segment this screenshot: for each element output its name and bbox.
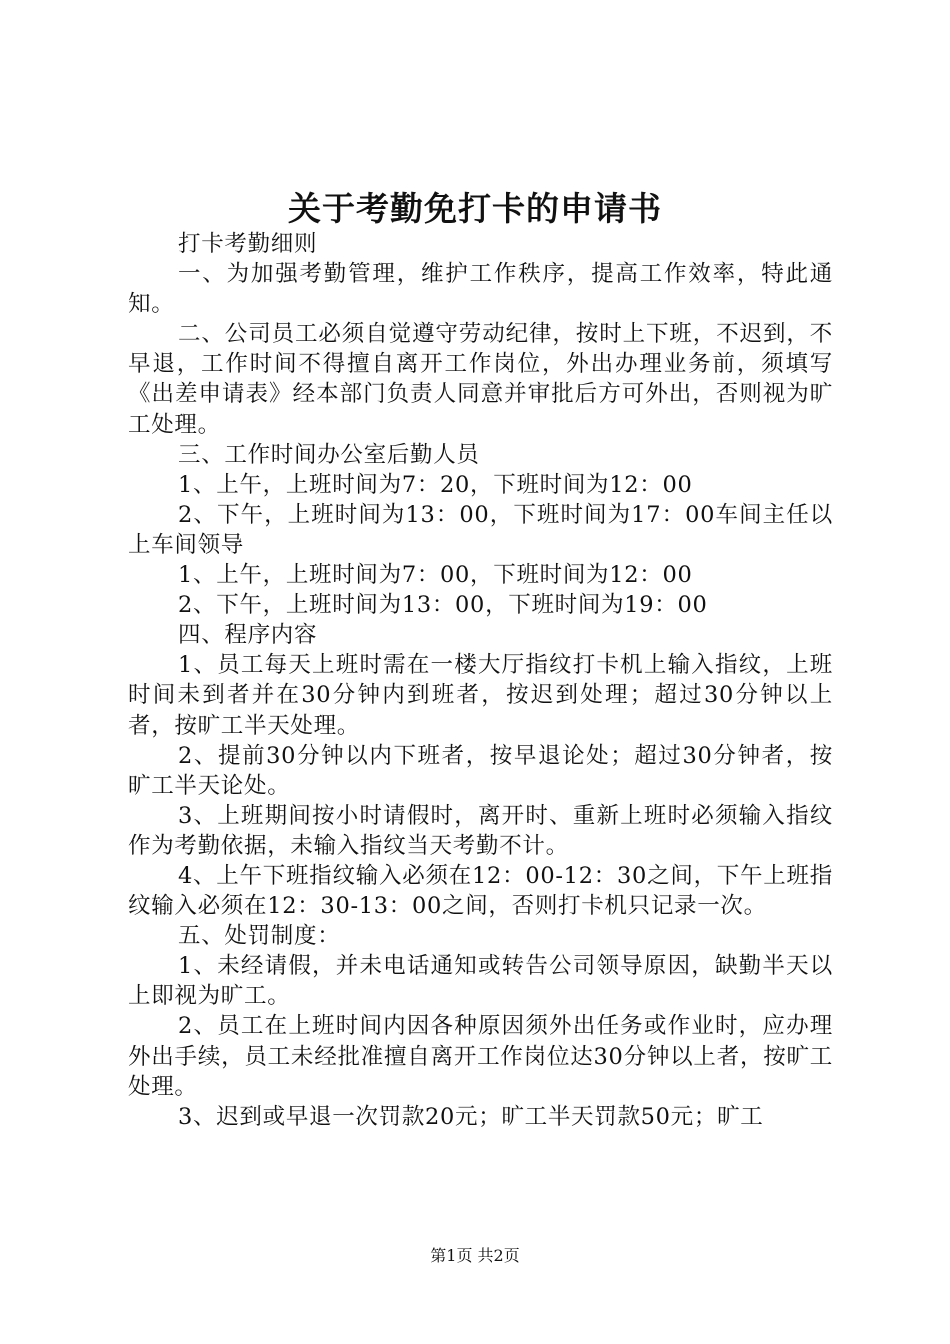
document-title: 关于考勤免打卡的申请书 (288, 189, 662, 228)
paragraph-office-afternoon: 2、下午，上班时间为13：00，下班时间为17：00车间主任以上车间领导 (128, 501, 833, 558)
paragraph-section-4: 四、程序内容 (178, 622, 318, 649)
paragraph-workshop-afternoon: 2、下午，上班时间为13：00，下班时间为19：00 (178, 592, 708, 619)
paragraph-procedure-4: 4、上午下班指纹输入必须在12：00-12：30之间，下午上班指纹输入必须在12：30-13：00之间，否则打卡机只记录一次。 (128, 862, 833, 920)
paragraph-penalty-2: 2、员工在上班时间内因各种原因须外出任务或作业时，应办理外出手续，员工未经批准擅自离开工作岗位达30分钟以上者，按旷工处理。 (128, 1013, 833, 1100)
page-footer: 第1页 共2页 (430, 1246, 520, 1265)
paragraph-penalty-3: 3、迟到或早退一次罚款20元；旷工半天罚款50元；旷工 (178, 1103, 764, 1130)
paragraph-heading-rules: 打卡考勤细则 (178, 231, 318, 257)
paragraph-procedure-1: 1、员工每天上班时需在一楼大厅指纹打卡机上输入指纹，上班时间未到者并在30分钟内到班者，按迟到处理；超过30分钟以上者，按旷工半天处理。 (128, 652, 833, 739)
paragraph-section-5: 五、处罚制度： (178, 923, 341, 950)
paragraph-procedure-2: 2、提前30分钟以内下班者，按早退论处；超过30分钟者，按旷工半天论处。 (128, 742, 833, 799)
paragraph-office-morning: 1、上午，上班时间为7：20，下班时间为12：00 (178, 471, 693, 498)
paragraph-section-2: 二、公司员工必须自觉遵守劳动纪律，按时上下班，不迟到，不早退，工作时间不得擅自离开工作岗位，外出办理业务前，须填写《出差申请表》经本部门负责人同意并审批后方可外出，否则视为旷工处理。 (128, 321, 833, 438)
document-body (128, 229, 833, 1132)
paragraph-section-3: 三、工作时间办公室后勤人员 (178, 441, 480, 468)
paragraph-workshop-morning: 1、上午，上班时间为7：00，下班时间为12：00 (178, 562, 693, 589)
paragraph-procedure-3: 3、上班期间按小时请假时，离开时、重新上班时必须输入指纹作为考勤依据，未输入指纹当天考勤不计。 (128, 802, 833, 859)
paragraph-section-1: 一、为加强考勤管理，维护工作秩序，提高工作效率，特此通知。 (128, 261, 833, 318)
paragraph-penalty-1: 1、未经请假，并未电话通知或转告公司领导原因，缺勤半天以上即视为旷工。 (128, 953, 833, 1010)
